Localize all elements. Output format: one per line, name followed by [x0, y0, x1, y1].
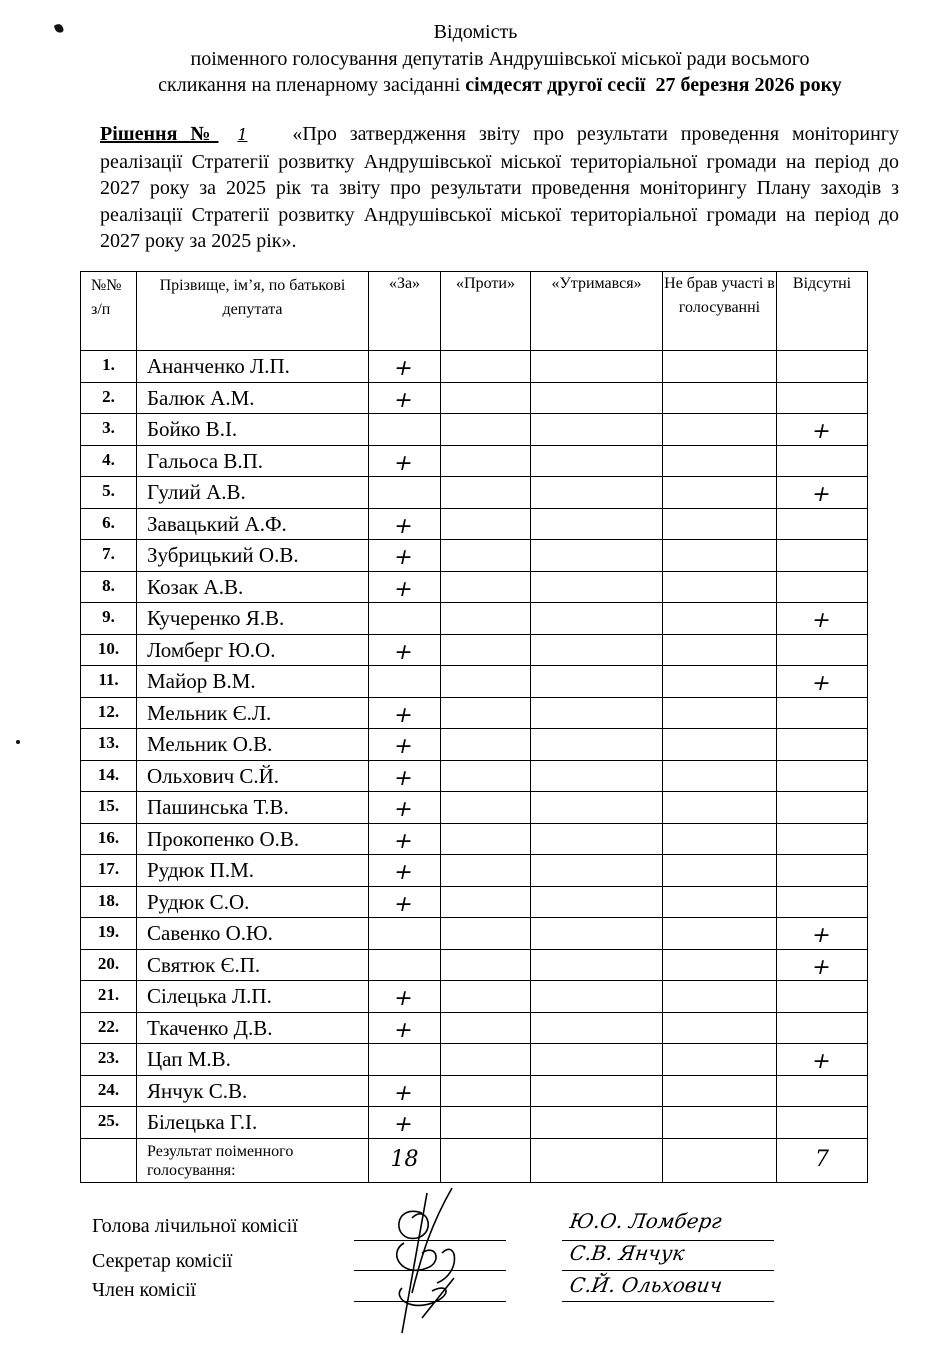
vote-cell-vidsutni: [777, 729, 868, 761]
vote-cell-ne-brav: [663, 729, 777, 761]
vote-cell-proty: [441, 414, 531, 446]
vote-cell-ne-brav: [663, 1012, 777, 1044]
result-vidsutni-total: 7: [815, 1146, 829, 1172]
vote-table-body: [81, 351, 868, 1139]
vote-cell-za: [369, 792, 441, 824]
handwritten-mark: +: [809, 482, 834, 507]
vote-cell-za: [369, 477, 441, 509]
table-row: [81, 666, 868, 698]
result-label: Результат поіменного голосування:: [137, 1138, 369, 1182]
handwritten-mark: +: [809, 608, 834, 633]
table-row: [81, 918, 868, 950]
vote-cell-ne-brav: [663, 886, 777, 918]
vote-cell-ne-brav: [663, 760, 777, 792]
vote-cell-utrymavsia: [531, 445, 663, 477]
vote-cell-utrymavsia: [531, 823, 663, 855]
vote-cell-ne-brav: [663, 1075, 777, 1107]
deputy-name: Цап М.В.: [137, 1044, 369, 1076]
row-number: 24.: [81, 1075, 137, 1107]
vote-cell-ne-brav: [663, 508, 777, 540]
vote-cell-proty: [441, 1075, 531, 1107]
vote-cell-utrymavsia: [531, 508, 663, 540]
vote-cell-ne-brav: [663, 697, 777, 729]
row-number: 22.: [81, 1012, 137, 1044]
deputy-name: Бойко В.І.: [137, 414, 369, 446]
vote-cell-za: [369, 949, 441, 981]
result-vidsutni: [777, 1138, 868, 1182]
deputy-name: Сілецька Л.П.: [137, 981, 369, 1013]
table-row: [81, 792, 868, 824]
vote-cell-utrymavsia: [531, 855, 663, 887]
deputy-name: Ломберг Ю.О.: [137, 634, 369, 666]
result-za: [369, 1138, 441, 1182]
vote-cell-vidsutni: [777, 760, 868, 792]
handwritten-mark: +: [391, 1017, 416, 1043]
handwritten-mark: +: [809, 1049, 834, 1074]
handwritten-mark: +: [391, 545, 416, 570]
row-number: 18.: [81, 886, 137, 918]
table-row: [81, 634, 868, 666]
vote-cell-ne-brav: [663, 603, 777, 635]
vote-cell-proty: [441, 508, 531, 540]
vote-cell-vidsutni: [777, 823, 868, 855]
vote-cell-za: [369, 886, 441, 918]
vote-cell-za: [369, 634, 441, 666]
vote-cell-utrymavsia: [531, 697, 663, 729]
session-name: сімдесят другої сесії: [465, 74, 646, 96]
table-header-row: [81, 272, 868, 351]
deputy-name: Рудюк П.М.: [137, 855, 369, 887]
row-number: 15.: [81, 792, 137, 824]
vote-cell-vidsutni: [777, 351, 868, 383]
subtitle-line-1: поіменного голосування депутатів Андрушівської міської ради восьмого: [190, 48, 810, 70]
vote-cell-proty: [441, 351, 531, 383]
vote-cell-vidsutni: [777, 855, 868, 887]
vote-cell-ne-brav: [663, 634, 777, 666]
deputy-name: Ткаченко Д.В.: [137, 1012, 369, 1044]
vote-cell-utrymavsia: [531, 729, 663, 761]
vote-cell-proty: [441, 760, 531, 792]
vote-cell-proty: [441, 823, 531, 855]
vote-cell-ne-brav: [663, 949, 777, 981]
row-number: 8.: [81, 571, 137, 603]
table-row: [81, 382, 868, 414]
vote-cell-za: [369, 729, 441, 761]
vote-cell-vidsutni: [777, 697, 868, 729]
vote-cell-za: [369, 697, 441, 729]
vote-cell-za: [369, 508, 441, 540]
vote-cell-proty: [441, 855, 531, 887]
vote-cell-proty: [441, 729, 531, 761]
vote-cell-za: [369, 1107, 441, 1139]
vote-cell-za: [369, 823, 441, 855]
vote-cell-vidsutni: [777, 1044, 868, 1076]
name-line-secretary: [562, 1270, 774, 1271]
vote-cell-za: [369, 855, 441, 887]
table-row: [81, 949, 868, 981]
vote-cell-proty: [441, 1012, 531, 1044]
handwritten-name-secretary: С.В. Янчук: [568, 1241, 687, 1265]
handwritten-mark: +: [809, 954, 834, 980]
header-name: Прізвище, ім’я, по батькові депутата: [137, 272, 369, 351]
handwritten-mark: +: [809, 923, 834, 948]
decision-text: «Про затвердження звіту про результати проведення моніторингу реалізації Стратегії розвитку Андрушівської міської територіальної громади на період до 2027 року за 2025 рік та звіту про результати проведення моніторингу Плану заходів з реалізації Стратегії розвитку Андрушівської міської територіальної громади на період до 2027 року за 2025 рік».: [100, 123, 900, 252]
vote-cell-proty: [441, 886, 531, 918]
vote-cell-utrymavsia: [531, 571, 663, 603]
table-row: [81, 540, 868, 572]
vote-cell-vidsutni: [777, 949, 868, 981]
session-date: 27 березня 2026 року: [655, 74, 842, 96]
vote-cell-proty: [441, 571, 531, 603]
vote-cell-proty: [441, 918, 531, 950]
handwritten-mark: +: [391, 860, 416, 885]
row-number: 20.: [81, 949, 137, 981]
deputy-name: Балюк А.М.: [137, 382, 369, 414]
vote-cell-vidsutni: [777, 1012, 868, 1044]
vote-cell-ne-brav: [663, 1107, 777, 1139]
deputy-name: Прокопенко О.В.: [137, 823, 369, 855]
deputy-name: Зубрицький О.В.: [137, 540, 369, 572]
vote-cell-ne-brav: [663, 855, 777, 887]
row-number: 21.: [81, 981, 137, 1013]
vote-cell-ne-brav: [663, 918, 777, 950]
header-proty: «Проти»: [441, 272, 531, 351]
vote-cell-ne-brav: [663, 1044, 777, 1076]
vote-table: [80, 271, 868, 1183]
vote-cell-za: [369, 414, 441, 446]
table-row: [81, 760, 868, 792]
vote-cell-proty: [441, 1107, 531, 1139]
vote-cell-utrymavsia: [531, 382, 663, 414]
vote-cell-utrymavsia: [531, 1012, 663, 1044]
row-number: 23.: [81, 1044, 137, 1076]
deputy-name: Білецька Г.І.: [137, 1107, 369, 1139]
handwritten-name-chair: Ю.О. Ломберг: [568, 1209, 724, 1233]
vote-cell-za: [369, 1012, 441, 1044]
deputy-name: Рудюк С.О.: [137, 886, 369, 918]
header-utrymavsia: «Утримався»: [531, 272, 663, 351]
table-row: [81, 823, 868, 855]
vote-cell-utrymavsia: [531, 792, 663, 824]
handwritten-mark: +: [391, 576, 416, 602]
deputy-name: Майор В.М.: [137, 666, 369, 698]
vote-cell-za: [369, 540, 441, 572]
table-row: [81, 445, 868, 477]
vote-cell-utrymavsia: [531, 1075, 663, 1107]
vote-cell-vidsutni: [777, 1107, 868, 1139]
table-row: [81, 697, 868, 729]
vote-cell-proty: [441, 603, 531, 635]
handwritten-mark: +: [391, 891, 416, 917]
vote-cell-vidsutni: [777, 540, 868, 572]
result-utrymavsia: [531, 1138, 663, 1182]
table-row: [81, 855, 868, 887]
row-number: 17.: [81, 855, 137, 887]
vote-cell-za: [369, 918, 441, 950]
vote-cell-proty: [441, 981, 531, 1013]
decision-number: 1: [237, 125, 248, 144]
row-number: 16.: [81, 823, 137, 855]
vote-cell-za: [369, 445, 441, 477]
vote-cell-vidsutni: [777, 886, 868, 918]
vote-cell-vidsutni: [777, 414, 868, 446]
vote-cell-za: [369, 760, 441, 792]
vote-cell-vidsutni: [777, 477, 868, 509]
decision-paragraph: [100, 121, 899, 255]
table-row: [81, 981, 868, 1013]
vote-cell-ne-brav: [663, 792, 777, 824]
vote-cell-utrymavsia: [531, 949, 663, 981]
vote-cell-za: [369, 1044, 441, 1076]
vote-cell-proty: [441, 1044, 531, 1076]
vote-cell-utrymavsia: [531, 477, 663, 509]
vote-cell-utrymavsia: [531, 634, 663, 666]
handwritten-mark: +: [809, 419, 834, 444]
document-title: Відомість: [433, 21, 518, 43]
table-row: [81, 1012, 868, 1044]
handwritten-mark: +: [391, 702, 416, 728]
handwritten-mark: +: [391, 986, 416, 1011]
vote-cell-utrymavsia: [531, 666, 663, 698]
vote-cell-za: [369, 382, 441, 414]
header-num: №№ з/п: [81, 272, 137, 351]
result-row: [81, 1138, 868, 1182]
vote-cell-utrymavsia: [531, 760, 663, 792]
deputy-name: Мельник О.В.: [137, 729, 369, 761]
handwritten-mark: +: [391, 828, 416, 854]
vote-cell-utrymavsia: [531, 918, 663, 950]
row-number: 13.: [81, 729, 137, 761]
deputy-name: Ольхович С.Й.: [137, 760, 369, 792]
signature-scribble: [382, 1183, 492, 1343]
result-za-total: 18: [390, 1146, 419, 1172]
vote-cell-vidsutni: [777, 508, 868, 540]
vote-cell-vidsutni: [777, 792, 868, 824]
vote-cell-ne-brav: [663, 666, 777, 698]
name-line-member: [562, 1301, 774, 1302]
vote-cell-za: [369, 351, 441, 383]
vote-cell-ne-brav: [663, 981, 777, 1013]
handwritten-mark: +: [391, 513, 416, 539]
deputy-name: Гальоса В.П.: [137, 445, 369, 477]
deputy-name: Ананченко Л.П.: [137, 351, 369, 383]
vote-cell-vidsutni: [777, 634, 868, 666]
vote-cell-za: [369, 571, 441, 603]
deputy-name: Кучеренко Я.В.: [137, 603, 369, 635]
table-row: [81, 603, 868, 635]
vote-cell-proty: [441, 445, 531, 477]
row-number: 9.: [81, 603, 137, 635]
table-row: [81, 477, 868, 509]
vote-cell-ne-brav: [663, 351, 777, 383]
vote-cell-utrymavsia: [531, 540, 663, 572]
signature-role-member: Член комісії: [92, 1279, 197, 1301]
table-row: [81, 1044, 868, 1076]
vote-cell-utrymavsia: [531, 351, 663, 383]
vote-cell-vidsutni: [777, 1075, 868, 1107]
vote-cell-utrymavsia: [531, 886, 663, 918]
vote-cell-proty: [441, 792, 531, 824]
vote-cell-proty: [441, 477, 531, 509]
scan-artifact-dot: [16, 740, 20, 744]
handwritten-mark: +: [391, 450, 416, 476]
handwritten-mark: +: [391, 356, 416, 381]
table-row: [81, 351, 868, 383]
deputy-name: Завацький А.Ф.: [137, 508, 369, 540]
result-ne-brav: [663, 1138, 777, 1182]
handwritten-mark: +: [809, 671, 834, 696]
handwritten-mark: +: [391, 765, 416, 791]
row-number: 19.: [81, 918, 137, 950]
vote-cell-za: [369, 981, 441, 1013]
deputy-name: Гулий А.В.: [137, 477, 369, 509]
vote-cell-ne-brav: [663, 382, 777, 414]
vote-cell-proty: [441, 666, 531, 698]
vote-cell-utrymavsia: [531, 1107, 663, 1139]
vote-cell-ne-brav: [663, 540, 777, 572]
vote-cell-vidsutni: [777, 666, 868, 698]
vote-cell-vidsutni: [777, 382, 868, 414]
vote-cell-utrymavsia: [531, 603, 663, 635]
row-number: 7.: [81, 540, 137, 572]
deputy-name: Святюк Є.П.: [137, 949, 369, 981]
table-row: [81, 414, 868, 446]
vote-cell-proty: [441, 949, 531, 981]
handwritten-mark: +: [391, 639, 416, 665]
vote-cell-vidsutni: [777, 603, 868, 635]
deputy-name: Мельник Є.Л.: [137, 697, 369, 729]
vote-cell-za: [369, 603, 441, 635]
subtitle-line-2: скликання на пленарному засіданні: [158, 74, 466, 96]
vote-cell-proty: [441, 697, 531, 729]
row-number: 25.: [81, 1107, 137, 1139]
header-vidsutni: Відсутні: [777, 272, 868, 351]
vote-cell-vidsutni: [777, 445, 868, 477]
handwritten-mark: +: [391, 797, 416, 822]
vote-cell-vidsutni: [777, 571, 868, 603]
vote-cell-utrymavsia: [531, 414, 663, 446]
deputy-name: Савенко О.Ю.: [137, 918, 369, 950]
row-number: 1.: [81, 351, 137, 383]
table-row: [81, 1107, 868, 1139]
deputy-name: Козак А.В.: [137, 571, 369, 603]
row-number: 11.: [81, 666, 137, 698]
table-row: [81, 729, 868, 761]
vote-cell-ne-brav: [663, 477, 777, 509]
handwritten-mark: +: [391, 1080, 416, 1106]
row-number: 5.: [81, 477, 137, 509]
decision-label: Рішення №: [100, 123, 219, 145]
vote-cell-proty: [441, 634, 531, 666]
table-row: [81, 508, 868, 540]
deputy-name: Янчук С.В.: [137, 1075, 369, 1107]
vote-cell-proty: [441, 382, 531, 414]
signature-role-secretary: Секретар комісії: [92, 1250, 233, 1272]
deputy-name: Пашинська Т.В.: [137, 792, 369, 824]
vote-cell-za: [369, 1075, 441, 1107]
row-number: 6.: [81, 508, 137, 540]
header-za: «За»: [369, 272, 441, 351]
handwritten-name-member: С.Й. Ольхович: [568, 1273, 724, 1297]
table-row: [81, 571, 868, 603]
header-ne-brav: Не брав участі в голосуванні: [663, 272, 777, 351]
vote-cell-ne-brav: [663, 823, 777, 855]
table-row: [81, 1075, 868, 1107]
document-subtitle: [90, 46, 910, 98]
row-number: 4.: [81, 445, 137, 477]
table-row: [81, 886, 868, 918]
handwritten-mark: +: [391, 734, 416, 759]
row-number: 12.: [81, 697, 137, 729]
vote-cell-utrymavsia: [531, 1044, 663, 1076]
row-number: 14.: [81, 760, 137, 792]
vote-cell-ne-brav: [663, 445, 777, 477]
handwritten-mark: +: [391, 1112, 416, 1137]
vote-cell-ne-brav: [663, 571, 777, 603]
result-num-cell: [81, 1138, 137, 1182]
vote-cell-ne-brav: [663, 414, 777, 446]
row-number: 3.: [81, 414, 137, 446]
row-number: 10.: [81, 634, 137, 666]
signature-role-chair: Голова лічильної комісії: [92, 1215, 298, 1237]
vote-cell-vidsutni: [777, 918, 868, 950]
handwritten-mark: +: [391, 387, 416, 413]
vote-cell-utrymavsia: [531, 981, 663, 1013]
row-number: 2.: [81, 382, 137, 414]
vote-cell-za: [369, 666, 441, 698]
result-proty: [441, 1138, 531, 1182]
vote-cell-vidsutni: [777, 981, 868, 1013]
vote-cell-proty: [441, 540, 531, 572]
